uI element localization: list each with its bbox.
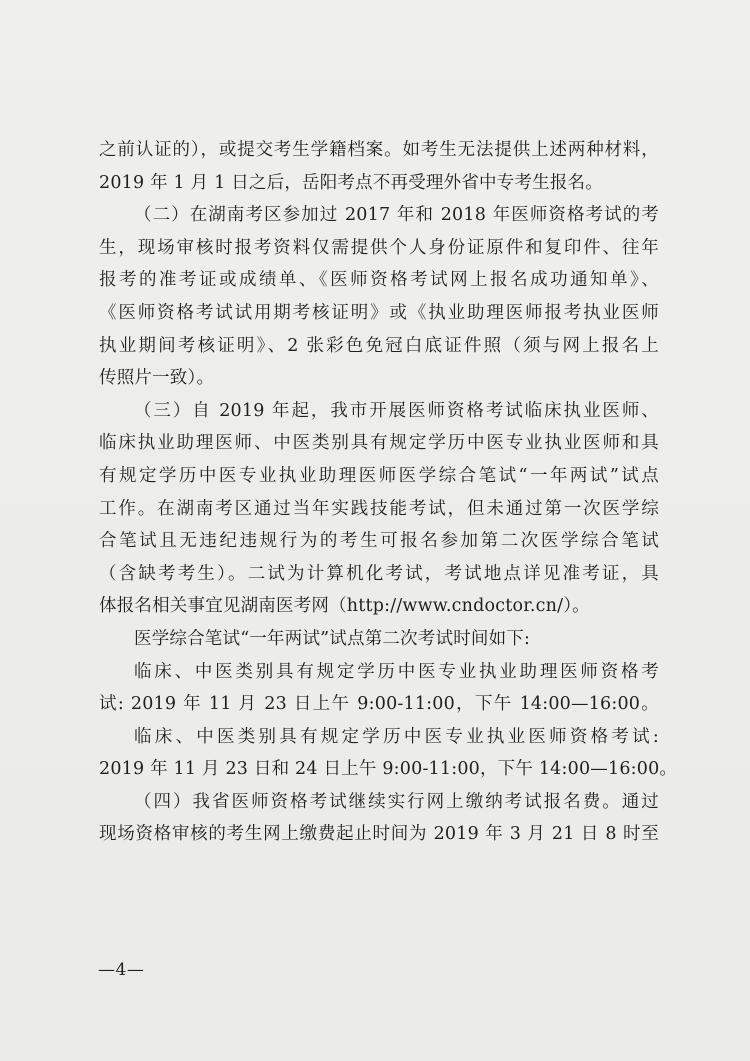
text-line: 之前认证的），或提交考生学籍档案。如考生无法提供上述两种材料， bbox=[99, 140, 659, 160]
page-number: —4— bbox=[98, 960, 145, 980]
paragraph-start-line: 医学综合笔试“一年两试”试点第二次考试时间如下: bbox=[134, 628, 531, 649]
text-line: 传照片一致）。 bbox=[99, 368, 215, 389]
text-line: 生，现场审核时报考资料仅需提供个人身份证原件和复印件、往年 bbox=[99, 237, 659, 258]
text-line: （含缺考考生）。二试为计算机化考试，考试地点详见准考证，具 bbox=[99, 563, 659, 584]
text-line: 执业期间考核证明》、2 张彩色免冠白底证件照（须与网上报名上 bbox=[99, 335, 659, 356]
text-line: 临床执业助理医师、中医类别具有规定学历中医专业执业医师和具 bbox=[99, 433, 659, 454]
text-line: 试: 2019 年 11 月 23 日上午 9:00-11:00，下午 14:00—16:00。 bbox=[99, 694, 659, 715]
paragraph-start-line: （三）自 2019 年起，我市开展医师资格考试临床执业医师、 bbox=[134, 400, 659, 421]
text-line: 合笔试且无违纪违规行为的考生可报名参加第二次医学综合笔试 bbox=[99, 531, 659, 552]
text-line: 报考的准考证或成绩单、《医师资格考试网上报名成功通知单》、 bbox=[99, 270, 659, 291]
text-line: 有规定学历中医专业执业助理医师医学综合笔试“一年两试”试点 bbox=[99, 465, 659, 486]
paragraph-start-line: （四）我省医师资格考试继续实行网上缴纳考试报名费。通过 bbox=[134, 791, 659, 812]
text-line: 体报名相关事宜见湖南医考网（http://www.cndoctor.cn/）。 bbox=[99, 596, 590, 617]
text-line: 2019 年 1 月 1 日之后，岳阳考点不再受理外省中专考生报名。 bbox=[99, 172, 603, 193]
paragraph-start-line: （二）在湖南考区参加过 2017 年和 2018 年医师资格考试的考 bbox=[134, 205, 659, 226]
text-line: 工作。在湖南考区通过当年实践技能考试，但未通过第一次医学综 bbox=[99, 498, 659, 519]
paragraph-start-line: 临床、中医类别具有规定学历中医专业执业助理医师资格考 bbox=[134, 661, 659, 682]
text-line: 现场资格审核的考生网上缴费起止时间为 2019 年 3 月 21 日 8 时至 bbox=[99, 824, 659, 845]
document-body bbox=[99, 134, 678, 851]
paragraph-start-line: 临床、中医类别具有规定学历中医专业执业医师资格考试: bbox=[134, 726, 659, 747]
text-line: 《医师资格考试试用期考核证明》或《执业助理医师报考执业医师 bbox=[99, 302, 659, 323]
text-line: 2019 年 11 月 23 日和 24 日上午 9:00-11:00，下午 14:00—16:00。 bbox=[99, 759, 678, 780]
